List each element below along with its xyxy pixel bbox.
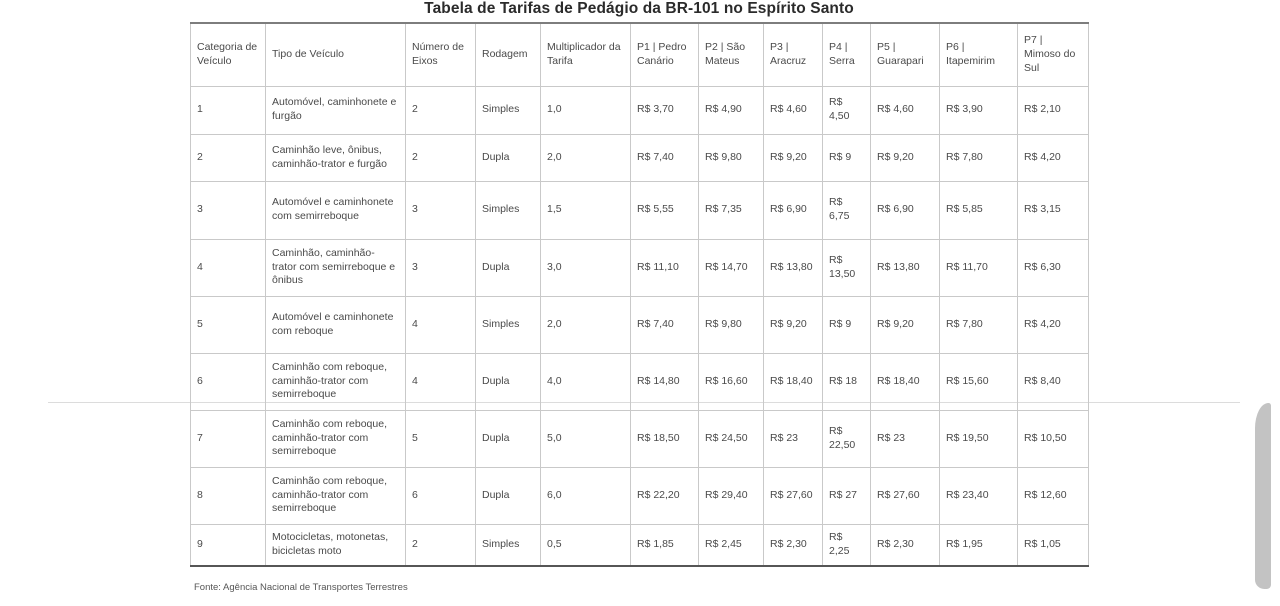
cell-p3: R$ 18,40 (764, 353, 823, 410)
cell-categoria: 7 (191, 410, 266, 467)
cell-p5: R$ 9,20 (871, 296, 940, 353)
cell-multiplicador: 5,0 (541, 410, 631, 467)
cell-categoria: 1 (191, 86, 266, 134)
cell-rodagem: Simples (476, 86, 541, 134)
cell-p3: R$ 9,20 (764, 134, 823, 181)
cell-p6: R$ 23,40 (940, 467, 1018, 524)
table-row (191, 134, 1089, 181)
cell-eixos: 4 (406, 296, 476, 353)
cell-eixos: 3 (406, 239, 476, 296)
cell-rodagem: Dupla (476, 134, 541, 181)
table-row (191, 239, 1089, 296)
cell-rodagem: Dupla (476, 239, 541, 296)
cell-multiplicador: 4,0 (541, 353, 631, 410)
cell-p2: R$ 24,50 (699, 410, 764, 467)
cell-multiplicador: 0,5 (541, 524, 631, 566)
cell-p3: R$ 2,30 (764, 524, 823, 566)
table-row (191, 181, 1089, 239)
cell-p3: R$ 13,80 (764, 239, 823, 296)
table-row (191, 524, 1089, 566)
table-row (191, 467, 1089, 524)
cell-p2: R$ 7,35 (699, 181, 764, 239)
toll-tariff-table (190, 22, 1089, 567)
cell-rodagem: Simples (476, 296, 541, 353)
cell-p1: R$ 22,20 (631, 467, 699, 524)
cell-p4: R$ 6,75 (823, 181, 871, 239)
cell-tipo: Caminhão, caminhão-trator com semirreboque e ônibus (266, 239, 406, 296)
cell-p6: R$ 5,85 (940, 181, 1018, 239)
cell-p7: R$ 10,50 (1018, 410, 1089, 467)
column-header-rodagem: Rodagem (476, 23, 541, 86)
cell-p5: R$ 4,60 (871, 86, 940, 134)
cell-rodagem: Dupla (476, 353, 541, 410)
cell-tipo: Caminhão com reboque, caminhão-trator com semirreboque (266, 410, 406, 467)
cell-p1: R$ 5,55 (631, 181, 699, 239)
source-note: Fonte: Agência Nacional de Transportes Terrestres (194, 582, 408, 593)
table-row (191, 296, 1089, 353)
cell-p7: R$ 8,40 (1018, 353, 1089, 410)
cell-p2: R$ 4,90 (699, 86, 764, 134)
column-header-tipo: Tipo de Veículo (266, 23, 406, 86)
cell-p2: R$ 9,80 (699, 296, 764, 353)
cell-multiplicador: 6,0 (541, 467, 631, 524)
cell-p4: R$ 22,50 (823, 410, 871, 467)
cell-tipo: Caminhão com reboque, caminhão-trator com semirreboque (266, 353, 406, 410)
cell-p6: R$ 3,90 (940, 86, 1018, 134)
cell-categoria: 6 (191, 353, 266, 410)
cell-rodagem: Dupla (476, 467, 541, 524)
cell-p6: R$ 15,60 (940, 353, 1018, 410)
cell-p6: R$ 11,70 (940, 239, 1018, 296)
table-row (191, 86, 1089, 134)
cell-rodagem: Simples (476, 181, 541, 239)
cell-p7: R$ 12,60 (1018, 467, 1089, 524)
table-row (191, 410, 1089, 467)
cell-eixos: 2 (406, 86, 476, 134)
cell-p7: R$ 4,20 (1018, 134, 1089, 181)
cell-categoria: 3 (191, 181, 266, 239)
cell-p1: R$ 1,85 (631, 524, 699, 566)
cell-p4: R$ 13,50 (823, 239, 871, 296)
cell-categoria: 2 (191, 134, 266, 181)
cell-p4: R$ 2,25 (823, 524, 871, 566)
cell-p4: R$ 4,50 (823, 86, 871, 134)
cell-p1: R$ 3,70 (631, 86, 699, 134)
column-header-multiplicador: Multiplicador da Tarifa (541, 23, 631, 86)
cell-p6: R$ 19,50 (940, 410, 1018, 467)
cell-p4: R$ 9 (823, 296, 871, 353)
table-header-row (191, 23, 1089, 86)
table-row (191, 353, 1089, 410)
cell-p7: R$ 3,15 (1018, 181, 1089, 239)
column-header-p3: P3 | Aracruz (764, 23, 823, 86)
cell-p7: R$ 4,20 (1018, 296, 1089, 353)
cell-p5: R$ 9,20 (871, 134, 940, 181)
cell-eixos: 2 (406, 524, 476, 566)
cell-categoria: 9 (191, 524, 266, 566)
table-title: Tabela de Tarifas de Pedágio da BR-101 no Espírito Santo (424, 0, 854, 17)
cell-p4: R$ 18 (823, 353, 871, 410)
cell-rodagem: Simples (476, 524, 541, 566)
column-header-p4: P4 | Serra (823, 23, 871, 86)
cell-rodagem: Dupla (476, 410, 541, 467)
cell-p7: R$ 6,30 (1018, 239, 1089, 296)
cell-p1: R$ 14,80 (631, 353, 699, 410)
cell-multiplicador: 1,5 (541, 181, 631, 239)
cell-tipo: Motocicletas, motonetas, bicicletas moto (266, 524, 406, 566)
cell-eixos: 6 (406, 467, 476, 524)
cell-eixos: 3 (406, 181, 476, 239)
cell-eixos: 2 (406, 134, 476, 181)
cell-p2: R$ 2,45 (699, 524, 764, 566)
cell-eixos: 5 (406, 410, 476, 467)
column-header-p6: P6 | Itapemirim (940, 23, 1018, 86)
cell-p1: R$ 18,50 (631, 410, 699, 467)
cell-p4: R$ 9 (823, 134, 871, 181)
cell-p2: R$ 14,70 (699, 239, 764, 296)
cell-p1: R$ 7,40 (631, 134, 699, 181)
cell-tipo: Automóvel, caminhonete e furgão (266, 86, 406, 134)
cell-p3: R$ 27,60 (764, 467, 823, 524)
cell-p2: R$ 9,80 (699, 134, 764, 181)
column-header-p7: P7 | Mimoso do Sul (1018, 23, 1089, 86)
cell-p1: R$ 7,40 (631, 296, 699, 353)
cell-p5: R$ 13,80 (871, 239, 940, 296)
column-header-p2: P2 | São Mateus (699, 23, 764, 86)
cell-categoria: 5 (191, 296, 266, 353)
cell-multiplicador: 1,0 (541, 86, 631, 134)
cell-p6: R$ 7,80 (940, 296, 1018, 353)
cell-p3: R$ 6,90 (764, 181, 823, 239)
scrollbar-thumb[interactable] (1255, 403, 1271, 589)
cell-p3: R$ 23 (764, 410, 823, 467)
cell-p5: R$ 2,30 (871, 524, 940, 566)
column-header-eixos: Número de Eixos (406, 23, 476, 86)
cell-multiplicador: 2,0 (541, 134, 631, 181)
cell-p2: R$ 16,60 (699, 353, 764, 410)
cell-multiplicador: 2,0 (541, 296, 631, 353)
cell-p4: R$ 27 (823, 467, 871, 524)
cell-p7: R$ 1,05 (1018, 524, 1089, 566)
cell-categoria: 8 (191, 467, 266, 524)
cell-p3: R$ 9,20 (764, 296, 823, 353)
cell-eixos: 4 (406, 353, 476, 410)
cell-p3: R$ 4,60 (764, 86, 823, 134)
cell-p5: R$ 27,60 (871, 467, 940, 524)
column-header-p5: P5 | Guarapari (871, 23, 940, 86)
cell-categoria: 4 (191, 239, 266, 296)
cell-p7: R$ 2,10 (1018, 86, 1089, 134)
cell-p5: R$ 23 (871, 410, 940, 467)
cell-p6: R$ 7,80 (940, 134, 1018, 181)
cell-p5: R$ 6,90 (871, 181, 940, 239)
cell-p1: R$ 11,10 (631, 239, 699, 296)
cell-p5: R$ 18,40 (871, 353, 940, 410)
cell-multiplicador: 3,0 (541, 239, 631, 296)
cell-p2: R$ 29,40 (699, 467, 764, 524)
column-header-categoria: Categoria de Veículo (191, 23, 266, 86)
cell-tipo: Caminhão leve, ônibus, caminhão-trator e furgão (266, 134, 406, 181)
cell-p6: R$ 1,95 (940, 524, 1018, 566)
cell-tipo: Caminhão com reboque, caminhão-trator com semirreboque (266, 467, 406, 524)
cell-tipo: Automóvel e caminhonete com semirreboque (266, 181, 406, 239)
column-header-p1: P1 | Pedro Canário (631, 23, 699, 86)
cell-tipo: Automóvel e caminhonete com reboque (266, 296, 406, 353)
